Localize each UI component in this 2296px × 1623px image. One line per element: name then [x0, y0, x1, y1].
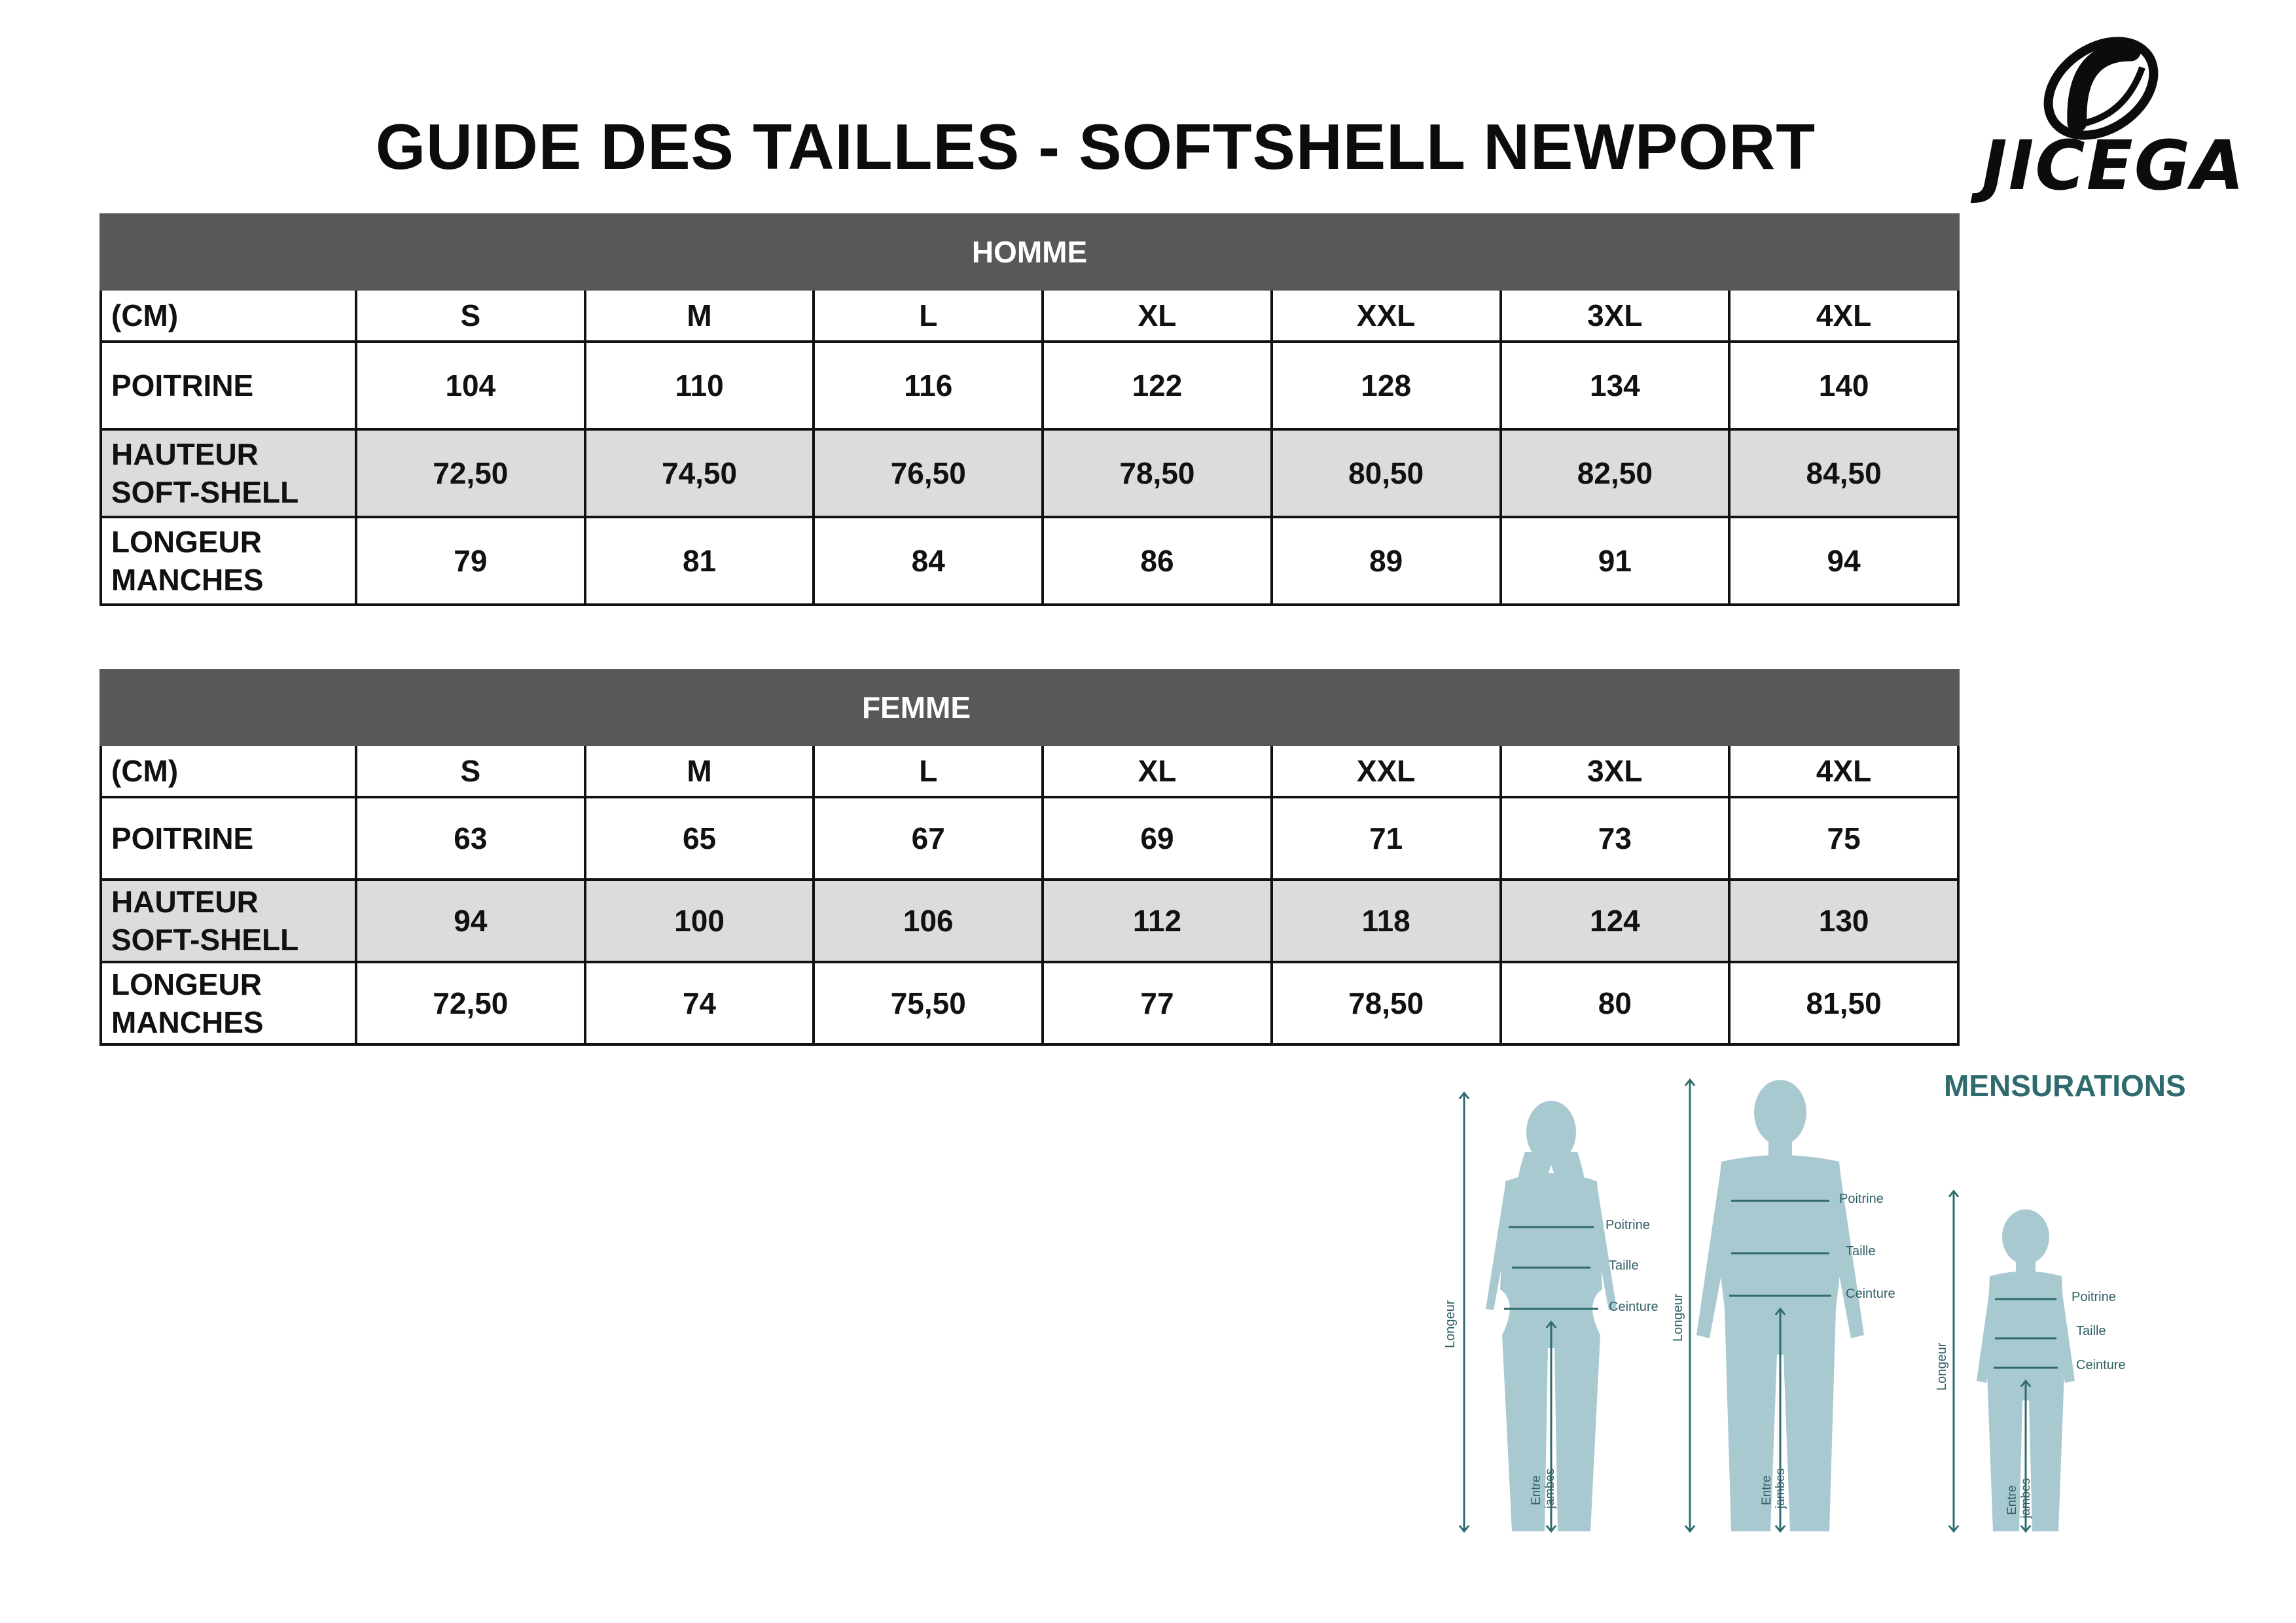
table-cell: 118 [1272, 880, 1501, 962]
table-band-homme: HOMME [101, 215, 1958, 289]
label-poitrine: Poitrine [1605, 1218, 1650, 1232]
table-band-femme: FEMME [101, 670, 1958, 745]
size-header: M [585, 289, 814, 342]
table-cell: 124 [1501, 880, 1730, 962]
unit-header: (CM) [101, 745, 356, 797]
table-cell: 94 [1729, 517, 1958, 605]
label-poitrine: Poitrine [2072, 1290, 2116, 1304]
label-entre: Entre [1760, 1475, 1774, 1505]
table-cell: 84 [814, 517, 1043, 605]
size-header: 4XL [1729, 289, 1958, 342]
table-cell: 104 [356, 342, 585, 429]
table-cell: 110 [585, 342, 814, 429]
table-header-row [101, 289, 1958, 342]
mensurations-title: MENSURATIONS [1944, 1069, 2186, 1103]
table-row [101, 429, 1958, 517]
label-longeur: Longeur [1671, 1293, 1685, 1342]
table-row [101, 962, 1958, 1044]
table-cell: 75,50 [814, 962, 1043, 1044]
label-jambes: jambes [1543, 1468, 1557, 1508]
table-cell: 84,50 [1729, 429, 1958, 517]
label-ceinture: Ceinture [1609, 1300, 1659, 1314]
page-title: GUIDE DES TAILLES - SOFTSHELL NEWPORT [375, 111, 1816, 183]
table-row [101, 797, 1958, 880]
label-poitrine: Poitrine [1839, 1192, 1884, 1206]
table-row [101, 517, 1958, 605]
table-row [101, 880, 1958, 962]
table-cell: 71 [1272, 797, 1501, 880]
row-label: POITRINE [101, 342, 356, 429]
size-header: S [356, 289, 585, 342]
size-header: 3XL [1501, 745, 1730, 797]
label-ceinture: Ceinture [1846, 1287, 1895, 1301]
table-cell: 106 [814, 880, 1043, 962]
table-cell: 112 [1043, 880, 1272, 962]
size-header: L [814, 289, 1043, 342]
table-cell: 76,50 [814, 429, 1043, 517]
table-row [101, 342, 1958, 429]
row-label: LONGEUR MANCHES [101, 962, 356, 1044]
brand-logo-text: JICEGA [1982, 126, 2246, 205]
table-cell: 130 [1729, 880, 1958, 962]
table-cell: 72,50 [356, 962, 585, 1044]
size-header: M [585, 745, 814, 797]
table-cell: 94 [356, 880, 585, 962]
size-header: 3XL [1501, 289, 1730, 342]
table-header-row [101, 745, 1958, 797]
table-cell: 74 [585, 962, 814, 1044]
label-jambes: jambes [2019, 1478, 2033, 1518]
label-taille: Taille [1609, 1258, 1639, 1273]
label-entre: Entre [1530, 1475, 1543, 1505]
table-cell: 79 [356, 517, 585, 605]
table-cell: 100 [585, 880, 814, 962]
child-figure [1954, 1191, 2075, 1531]
table-cell: 69 [1043, 797, 1272, 880]
table-cell: 116 [814, 342, 1043, 429]
unit-header: (CM) [101, 289, 356, 342]
table-cell: 140 [1729, 342, 1958, 429]
table-cell: 86 [1043, 517, 1272, 605]
label-ceinture: Ceinture [2076, 1358, 2126, 1372]
label-longeur: Longeur [1443, 1300, 1458, 1348]
size-table-homme [99, 213, 1960, 606]
size-header: XXL [1272, 745, 1501, 797]
label-taille: Taille [1846, 1244, 1876, 1258]
table-cell: 80 [1501, 962, 1730, 1044]
table-cell: 77 [1043, 962, 1272, 1044]
table-cell: 134 [1501, 342, 1730, 429]
table-cell: 74,50 [585, 429, 814, 517]
table-cell: 91 [1501, 517, 1730, 605]
size-header: XXL [1272, 289, 1501, 342]
table-cell: 65 [585, 797, 814, 880]
table-cell: 73 [1501, 797, 1730, 880]
table-cell: 122 [1043, 342, 1272, 429]
man-figure [1690, 1080, 1864, 1531]
size-header: L [814, 745, 1043, 797]
table-cell: 72,50 [356, 429, 585, 517]
table-cell: 128 [1272, 342, 1501, 429]
size-header: S [356, 745, 585, 797]
table-cell: 63 [356, 797, 585, 880]
size-header: XL [1043, 289, 1272, 342]
label-entre: Entre [2005, 1485, 2019, 1515]
size-header: XL [1043, 745, 1272, 797]
body-measurement-illustration [1427, 1073, 2186, 1564]
row-label: LONGEUR MANCHES [101, 517, 356, 605]
size-header: 4XL [1729, 745, 1958, 797]
woman-figure [1464, 1093, 1617, 1531]
row-label: POITRINE [101, 797, 356, 880]
table-cell: 67 [814, 797, 1043, 880]
row-label: HAUTEUR SOFT-SHELL [101, 880, 356, 962]
table-cell: 81 [585, 517, 814, 605]
label-longeur: Longeur [1935, 1342, 1949, 1391]
label-taille: Taille [2076, 1324, 2106, 1338]
row-label: HAUTEUR SOFT-SHELL [101, 429, 356, 517]
table-cell: 75 [1729, 797, 1958, 880]
table-cell: 89 [1272, 517, 1501, 605]
table-cell: 81,50 [1729, 962, 1958, 1044]
table-cell: 80,50 [1272, 429, 1501, 517]
size-table-femme [99, 669, 1960, 1046]
table-cell: 78,50 [1043, 429, 1272, 517]
label-jambes: jambes [1774, 1468, 1787, 1508]
table-cell: 78,50 [1272, 962, 1501, 1044]
table-cell: 82,50 [1501, 429, 1730, 517]
